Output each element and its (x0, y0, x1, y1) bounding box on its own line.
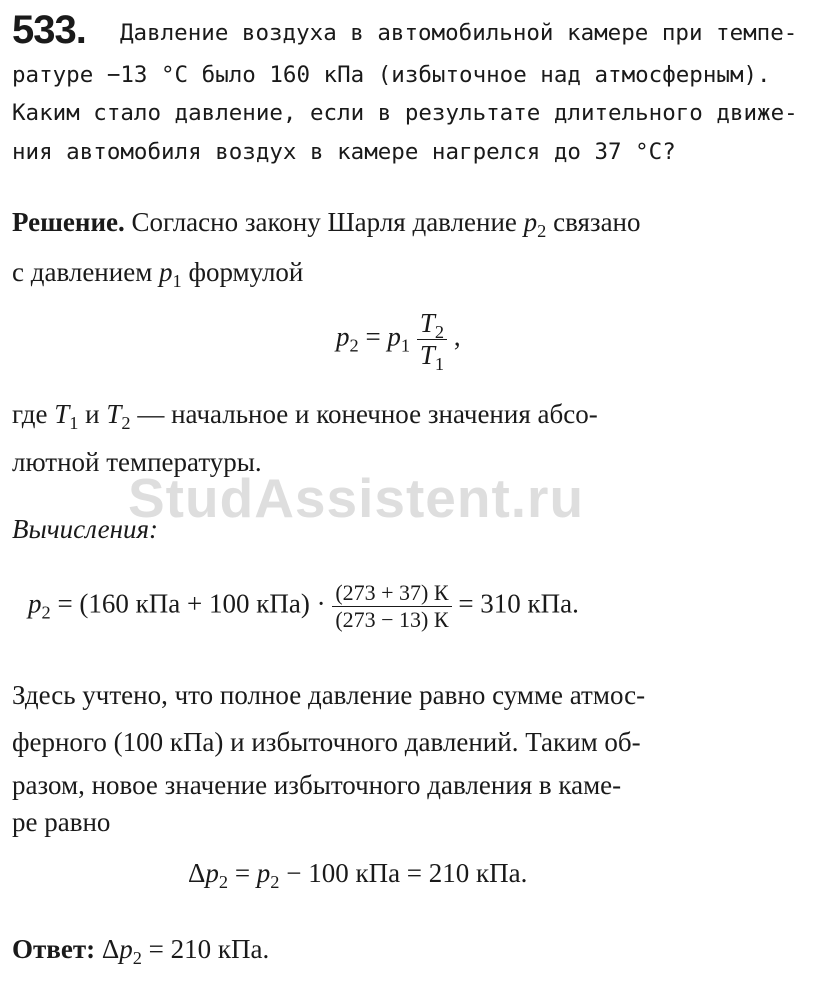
formula-comma: , (447, 321, 461, 352)
delta-symbol: Δ (188, 858, 206, 888)
answer-value: = 210 кПа. (141, 934, 270, 964)
answer-line (12, 934, 270, 968)
symbol-p: p (119, 934, 133, 964)
problem-line-4: ния автомобиля воздух в камере нагрелся до 37 °С? (12, 139, 676, 165)
symbol-p: p (387, 321, 401, 352)
symbol-t: T (419, 340, 435, 370)
calc-factor: (160 кПа + 100 кПа) · (79, 588, 333, 619)
symbol-p: p (159, 257, 173, 287)
solution-text-2: связано (546, 207, 641, 237)
note-line-2: ферного (100 кПа) и избыточного давлений. Таким об- (12, 727, 641, 757)
watermark: StudAssistent.ru (128, 467, 585, 529)
solution-label: Решение. (12, 207, 125, 237)
problem-line-2: ратуре −13 °С было 160 кПа (избыточное над атмосферным). (12, 62, 771, 88)
problem-number: 533. (12, 8, 86, 52)
subscript: 1 (400, 335, 411, 356)
subscript: 2 (270, 871, 280, 892)
charles-formula (336, 308, 461, 374)
where-text-3: — начальное и конечное значения абсо- (130, 399, 598, 429)
subscript: 2 (121, 412, 131, 433)
fraction-numerator: (273 + 37) К (335, 580, 449, 605)
note-line-4: ре равно (12, 807, 111, 837)
subscript: 2 (349, 335, 359, 356)
delta-formula (188, 858, 528, 892)
symbol-p: p (523, 207, 538, 237)
symbol-t: T (419, 308, 435, 338)
solution-text-4: формулой (181, 257, 304, 287)
where-line-2: лютной температуры. (12, 447, 262, 477)
subscript: 2 (41, 602, 51, 623)
fraction-denominator: (273 − 13) К (335, 607, 449, 632)
solution-text-1: Согласно закону Шарля давление (124, 207, 524, 237)
subscript: 2 (434, 321, 445, 342)
subscript: 1 (172, 270, 182, 291)
delta-symbol: Δ (101, 934, 120, 964)
symbol-t: T (106, 399, 122, 429)
delta-tail: − 100 кПа = 210 кПа. (279, 858, 528, 888)
temperature-fraction (332, 582, 451, 631)
calc-label: Вычисления: (12, 514, 159, 544)
fraction-t2-t1 (417, 308, 447, 374)
equals-sign: = (50, 588, 80, 619)
note-line-1: Здесь учтено, что полное давление равно сумме атмос- (12, 680, 646, 710)
subscript: 1 (69, 412, 79, 433)
symbol-t: T (54, 399, 70, 429)
where-text-2: и (78, 399, 107, 429)
where-text-1: где (12, 399, 55, 429)
where-line-1 (12, 399, 598, 433)
calc-result: = 310 кПа. (451, 588, 579, 619)
subscript: 2 (132, 947, 142, 968)
subscript: 1 (434, 353, 445, 374)
calc-formula (28, 582, 579, 631)
subscript: 2 (537, 220, 547, 241)
symbol-p: p (205, 858, 219, 888)
solution-line-2 (12, 257, 304, 291)
problem-line-3: Каким стало давление, если в результате длительного движе- (12, 100, 798, 126)
subscript: 2 (218, 871, 229, 892)
equals-sign: = (228, 858, 257, 888)
symbol-p: p (256, 858, 271, 888)
equals-sign: = (358, 321, 388, 352)
symbol-p: p (336, 321, 350, 352)
problem-line-1: Давление воздуха в автомобильной камере при темпе- (120, 20, 798, 46)
solution-line-1 (12, 207, 641, 241)
answer-label: Ответ: (12, 934, 96, 964)
note-line-3: разом, новое значение избыточного давления в каме- (12, 770, 622, 800)
symbol-p: p (28, 588, 42, 619)
solution-text-3: с давлением (12, 257, 160, 287)
